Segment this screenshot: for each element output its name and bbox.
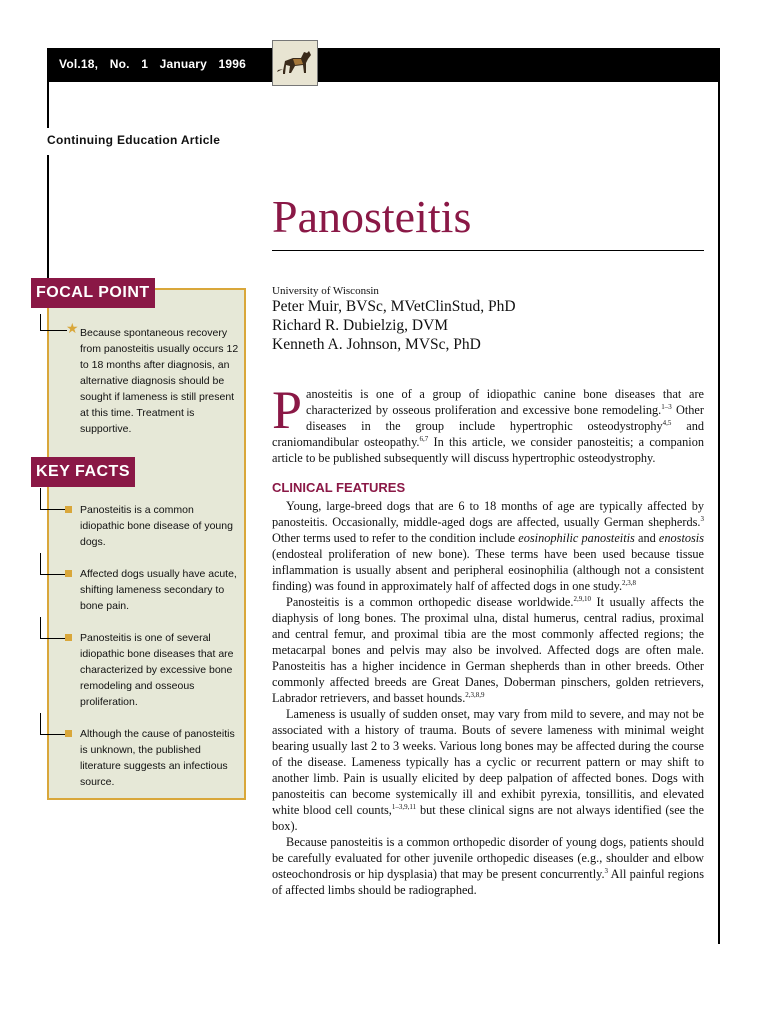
article-body [272, 380, 705, 898]
connector-line [40, 314, 67, 331]
bullet-square-icon [65, 730, 72, 737]
connector-line [40, 488, 67, 510]
focal-text: Because spontaneous recovery from panosteitis usually occurs 12 to 18 months after diagnosis, an alternative diagnosis should be sought if lameness is still present at this time. Treatment is supportive. [80, 327, 239, 435]
paragraph: Panosteitis is a common orthopedic disease worldwide.$^{2,9,10}$ It usually affects the diaphysis of long bones. The proximal ulna, distal humerus, central radius, proximal and central femur, and proximal tibia are the most commonly affected regions; the metacarpal bones and pelvis may also be involved. Affected dogs are often male. Panosteitis has a higher incidence in German shepherds than in other breeds. Other commonly affected breeds are Great Danes, Doberman pinschers, golden retrievers, Labrador retrievers, and basset hounds.$^{2,3,8,9}$ [272, 594, 704, 705]
issue-label: Vol.18, No. 1 January 1996 [59, 57, 247, 71]
connector-line [40, 617, 67, 639]
connector-line [40, 713, 67, 735]
connector-line [40, 553, 67, 575]
bullet-square-icon [65, 634, 72, 641]
paragraph: Young, large-breed dogs that are 6 to 18 months of age are typically affected by panosteitis. Occasionally, middle-aged dogs are affected, usually German shepherds.$^3$ Other terms used to refer to the condition include eosinophilic panosteitis and enostosis (endosteal proliferation of new bone). These terms have been used because tissue inflammation is usually absent and peripheral eosinophilia (although not a consistent finding) was found in approximately half of affected dogs in one study.$^{2,3,8}$ [272, 499, 704, 593]
key-fact-4: Although the cause of panosteitis is unknown, the published literature suggests an infectious source. [80, 728, 235, 788]
author-2: Richard R. Dubielzig, DVM [272, 317, 449, 334]
dog-logo-icon [272, 40, 318, 86]
key-fact-3: Panosteitis is one of several idiopathic bone diseases that are characterized by excessive bone remodeling and osseous proliferation. [80, 632, 234, 708]
key-facts-tab: KEY FACTS [31, 457, 135, 487]
title-rule [272, 250, 704, 251]
key-fact-2: Affected dogs usually have acute, shifting lameness secondary to bone pain. [80, 568, 237, 612]
left-rule [47, 82, 49, 128]
paragraph: Because panosteitis is a common orthopedic disorder of young dogs, patients should be carefully evaluated for other juvenile orthopedic diseases (e.g., shoulder and elbow osteochondrosis or hip dysplasia) that may be present concurrently.$^3$ All painful regions of affected limbs should be radiographed. [272, 835, 704, 897]
bullet-square-icon [65, 570, 72, 577]
author-1: Peter Muir, BVSc, MVetClinStud, PhD [272, 298, 516, 315]
right-rule [718, 82, 720, 944]
author-3: Kenneth A. Johnson, MVSc, PhD [272, 336, 481, 353]
affiliation: University of Wisconsin [272, 285, 379, 297]
article-title: Panosteitis [272, 191, 472, 242]
paragraph: Lameness is usually of sudden onset, may vary from mild to severe, and may not be associated with a history of trauma. Bouts of severe lameness with minimal weight bearing usually last 2 to 3 weeks. Various long bones may be affected during the course of the disease. Lameness typically has a cyclic or recurrent pattern or may shift to another limb. Pain is usually elicited by deep palpation of affected bones. Dogs with panosteitis can become systemically ill and exhibit pyrexia, tonsillitis, and elevated white blood cell counts,$^{1-3,9,11}$ but these clinical signs are not always identified (see the box). [272, 707, 705, 833]
bullet-square-icon [65, 506, 72, 513]
drop-cap: P [272, 380, 303, 440]
intro-paragraph: Panosteitis is one of a group of idiopathic canine bone diseases that are characterized by osseous proliferation and excessive bone remodeling.$^{1-3}$ Other diseases in the group include hypertrophic osteodystrophy$^{4,5}$ and craniomandibular osteopathy.$^{6,7}$ In this article, we consider panosteitis; a companion article to be published subsequently will discuss hypertrophic osteodystrophy. [272, 380, 704, 465]
star-icon: ★ [66, 322, 79, 337]
section-label: Continuing Education Article [47, 133, 221, 147]
key-fact-1: Panosteitis is a common idiopathic bone disease of young dogs. [80, 504, 233, 548]
section-heading: CLINICAL FEATURES [272, 480, 406, 495]
focal-point-tab: FOCAL POINT [31, 278, 155, 308]
